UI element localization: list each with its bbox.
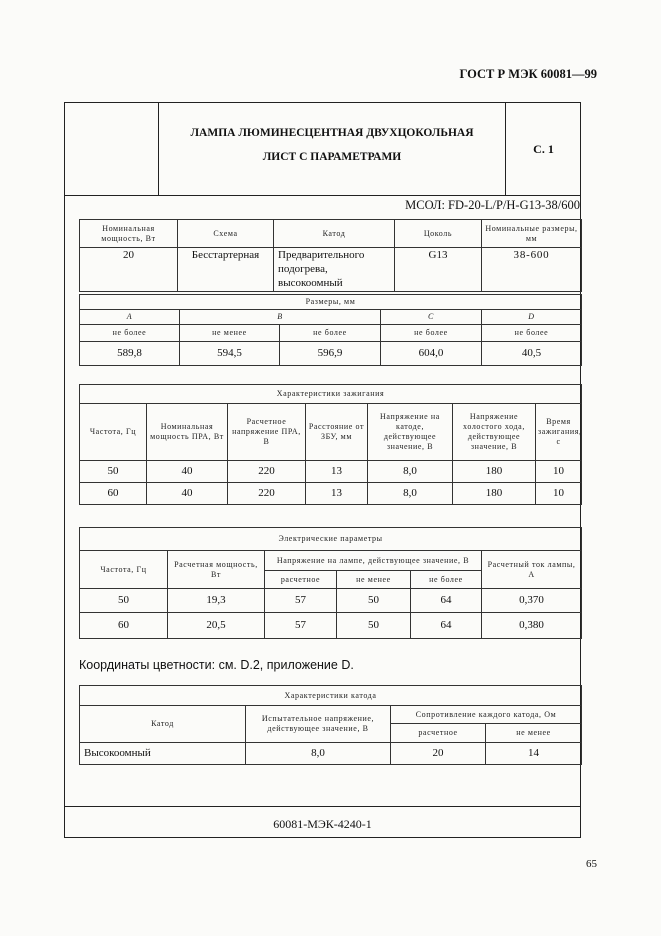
col-header: Расчетный ток лампы, А <box>482 551 582 589</box>
table-cell: 60 <box>80 613 168 639</box>
page-number: 65 <box>586 858 597 870</box>
table-row <box>80 248 582 292</box>
table-cell: 57 <box>265 589 337 613</box>
table-cell: 20 <box>391 743 486 765</box>
table-cell: 10 <box>536 483 582 505</box>
table-cell: 40 <box>147 483 228 505</box>
table-cell: 10 <box>536 461 582 483</box>
col-header: Номинальная мощность ПРА, Вт <box>147 404 228 461</box>
table-cathode <box>79 685 582 765</box>
col-header: Номинальные размеры, мм <box>482 220 582 248</box>
table-cell: 180 <box>453 461 536 483</box>
table-title: Размеры, мм <box>80 295 582 310</box>
table-title: Характеристики катода <box>80 686 582 706</box>
table-title: Электрические параметры <box>80 528 582 551</box>
table-cell: 19,3 <box>168 589 265 613</box>
table-cell: 220 <box>228 483 306 505</box>
col-subheader: не более <box>482 325 582 342</box>
chromaticity-note: Координаты цветности: см. D.2, приложение D. <box>79 658 354 672</box>
table-cell: 64 <box>411 589 482 613</box>
col-header-group: Напряжение на лампе, действующее значение, В <box>265 551 482 571</box>
table-cell: 64 <box>411 613 482 639</box>
table-cell: Предварительного подогрева, высокоомный <box>274 248 395 292</box>
table-cell: 604,0 <box>381 342 482 366</box>
title-line1: ЛАМПА ЛЮМИНЕСЦЕНТНАЯ ДВУХЦОКОЛЬНАЯ <box>190 127 474 139</box>
table-row <box>80 613 582 639</box>
lamp-designation: МСОЛ: FD-20-L/P/H-G13-38/600 <box>405 198 580 212</box>
table-cell: 50 <box>337 589 411 613</box>
col-header: Частота, Гц <box>80 404 147 461</box>
col-header-group: Сопротивление каждого катода, Ом <box>391 706 582 724</box>
col-subheader: не менее <box>180 325 280 342</box>
dimension-letter: D <box>482 310 582 325</box>
table-cell: Высокоомный <box>80 743 246 765</box>
table-cell: 57 <box>265 613 337 639</box>
col-header: Напряжение холостого хода, действующее значение, В <box>453 404 536 461</box>
table-row <box>80 461 582 483</box>
table-cell: 50 <box>80 589 168 613</box>
table-cell: 589,8 <box>80 342 180 366</box>
col-header: Номинальная мощность, Вт <box>80 220 178 248</box>
col-subheader: не более <box>411 571 482 589</box>
table-cell: 8,0 <box>246 743 391 765</box>
table-cell: 60 <box>80 483 147 505</box>
table-cell: G13 <box>395 248 482 292</box>
table-cell: 20 <box>80 248 178 292</box>
table-general <box>79 219 582 292</box>
table-dimensions <box>79 294 582 366</box>
footer-top-line <box>64 806 581 807</box>
col-header: Расчетная мощность, Вт <box>168 551 265 589</box>
table-cell: 40 <box>147 461 228 483</box>
table-cell: 220 <box>228 461 306 483</box>
dimension-letter: C <box>381 310 482 325</box>
table-starting <box>79 384 582 505</box>
table-row <box>80 342 582 366</box>
table-cell: 8,0 <box>368 483 453 505</box>
table-cell: 8,0 <box>368 461 453 483</box>
dimension-letter: A <box>80 310 180 325</box>
table-cell: 596,9 <box>280 342 381 366</box>
table-row <box>80 743 582 765</box>
col-header: Испытательное напряжение, действующее значение, В <box>246 706 391 743</box>
col-header: Катод <box>80 706 246 743</box>
table-cell: 50 <box>337 613 411 639</box>
col-header: Частота, Гц <box>80 551 168 589</box>
table-title: Характеристики зажигания <box>80 385 582 404</box>
col-subheader: не менее <box>337 571 411 589</box>
col-header: Катод <box>274 220 395 248</box>
title-divider-left <box>158 102 159 195</box>
table-cell: 14 <box>486 743 582 765</box>
standard-header: ГОСТ Р МЭК 60081—99 <box>459 67 597 81</box>
col-header: Напряжение на катоде, действующее значение, В <box>368 404 453 461</box>
col-subheader: не менее <box>486 724 582 743</box>
col-header: Расчетное напряжение ПРА, В <box>228 404 306 461</box>
col-subheader: расчетное <box>265 571 337 589</box>
dimension-letter: B <box>180 310 381 325</box>
table-cell: Бесстартерная <box>178 248 274 292</box>
col-header: Время зажигания, с <box>536 404 582 461</box>
table-cell: 13 <box>306 461 368 483</box>
sheet-code: 60081-МЭК-4240-1 <box>273 817 372 831</box>
table-row <box>80 589 582 613</box>
table-cell: 50 <box>80 461 147 483</box>
col-subheader: расчетное <box>391 724 486 743</box>
col-subheader: не более <box>381 325 482 342</box>
table-cell: 38-600 <box>482 248 582 292</box>
table-cell: 594,5 <box>180 342 280 366</box>
table-general-header-row <box>80 220 582 248</box>
col-subheader: не более <box>80 325 180 342</box>
title-line2: ЛИСТ С ПАРАМЕТРАМИ <box>262 151 402 163</box>
table-cell: 40,5 <box>482 342 582 366</box>
table-electrical <box>79 527 582 639</box>
table-cell: 180 <box>453 483 536 505</box>
table-row <box>80 483 582 505</box>
col-header: Расстояние от ЗБУ, мм <box>306 404 368 461</box>
table-cell: 0,370 <box>482 589 582 613</box>
col-subheader: не более <box>280 325 381 342</box>
title-bottom-line <box>64 195 581 196</box>
page-label: С. 1 <box>533 142 554 156</box>
table-cell: 20,5 <box>168 613 265 639</box>
col-header: Цоколь <box>395 220 482 248</box>
table-cell: 0,380 <box>482 613 582 639</box>
col-header: Схема <box>178 220 274 248</box>
table-cell: 13 <box>306 483 368 505</box>
